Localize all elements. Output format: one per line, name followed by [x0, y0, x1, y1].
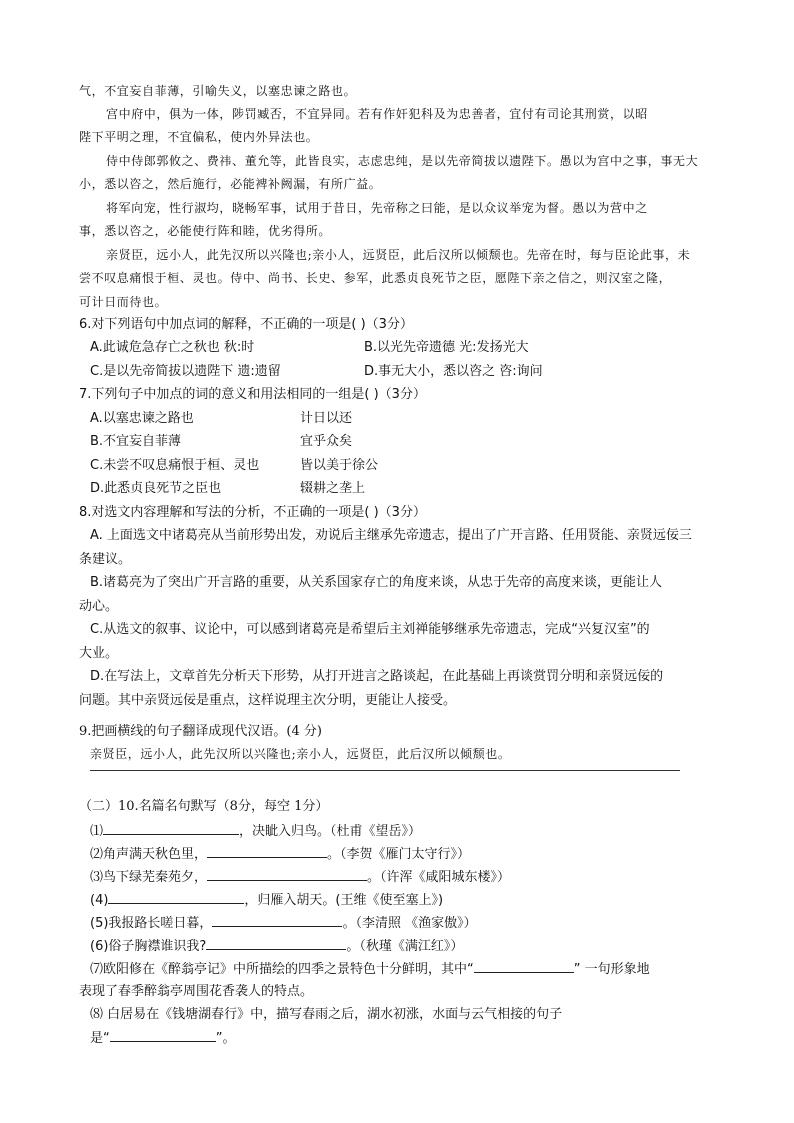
q8-line-7: D.在写法上，文章首先分析天下形势，从打开进言之路谈起，在此基础上再谈赏罚分明和亲贤远佞的 — [90, 669, 664, 684]
q10-item-7-line-2: 表现了春季醉翁亭周围花香袭人的特点。 — [79, 984, 314, 999]
q10-item-4 — [90, 889, 443, 912]
passage-line-10: 可计日而待也。 — [79, 295, 168, 309]
q7-stem: 7.下列句子中加点的词的意义和用法相同的一组是( )（3分） — [79, 387, 426, 402]
q8-line-1: A. 上面选文中诸葛亮从当前形势出发，劝说后主继承先帝遗志，提出了广开言路、任用贤能、亲贤远佞三 — [90, 528, 692, 543]
q10-stem: （二）10.名篇名句默写（8分，每空 1分） — [79, 799, 329, 814]
q8-line-3: B.诸葛亮为了突出广开言路的重要，从关系国家存亡的角度来谈，从忠于先帝的高度来谈，更能让人 — [90, 575, 663, 590]
q8-line-6: 大业。 — [79, 646, 119, 661]
q10-item-7-blank[interactable] — [474, 958, 574, 973]
passage-line-6: 将军向宠，性行淑均，晓畅军事，试用于昔日，先帝称之曰能，是以众议举宠为督。愚以为营中之 — [106, 201, 648, 215]
q7-option-c-left: C.未尝不叹息痛恨于桓、灵也 — [90, 458, 260, 473]
q8-line-2: 条建议。 — [79, 552, 132, 567]
passage-line-1: 气，不宜妄自菲薄，引喻失义，以塞忠谏之路也。 — [79, 84, 357, 98]
q10-item-4-post: ，归雁入胡天。(王维《使至塞上》) — [244, 893, 444, 908]
q10-item-8-pre: 是“ — [90, 1031, 110, 1046]
q10-item-7-pre: ⑺欧阳修在《醉翁亭记》中所描绘的四季之景特色十分鲜明，其中“ — [90, 962, 474, 977]
q10-item-2-blank[interactable] — [207, 843, 327, 858]
q10-item-3-num: ⑶ — [90, 870, 104, 885]
passage-line-4: 侍中侍郎郭攸之、费祎、董允等，此皆良实，志虑忠纯，是以先帝简拔以遗陛下。愚以为宫中之事，事无大 — [106, 154, 699, 168]
q10-item-7-post: ” 一句形象地 — [573, 962, 650, 977]
q10-item-3-post: 。（许浑《咸阳城东楼》） — [367, 870, 511, 885]
q10-item-3 — [90, 866, 510, 889]
q9-sentence: 亲贤臣，远小人，此先汉所以兴隆也;亲小人，远贤臣，此后汉所以倾颓也。 — [90, 747, 511, 761]
q10-item-6-blank[interactable] — [206, 935, 346, 950]
q6-option-a: A.此诚危急存亡之秋也 秋:时 — [90, 340, 255, 355]
q10-item-8-blank[interactable] — [110, 1027, 216, 1042]
q10-item-3-pre: 鸟下绿芜秦苑夕， — [103, 870, 208, 885]
passage-line-5: 小，悉以咨之，然后施行，必能裨补阙漏，有所广益。 — [79, 177, 382, 191]
q10-item-2-num: ⑵ — [90, 847, 104, 862]
q6-option-c: C.是以先帝简拔以遗陛下 遗:遗留 — [90, 364, 281, 379]
passage-line-7: 事，悉以咨之，必能使行阵和睦，优劣得所。 — [79, 224, 332, 238]
q6-stem: 6.对下列语句中加点词的解释，不正确的一项是( )（3分） — [79, 317, 413, 332]
q10-item-1-num: ⑴ — [90, 824, 104, 839]
q10-item-4-num: (4) — [90, 893, 109, 908]
q10-item-6-pre: 俗子胸襟谁识我? — [108, 939, 207, 954]
q8-line-4: 动心。 — [79, 599, 119, 614]
q10-item-1-post: ，决眦入归鸟。（杜甫《望岳》） — [239, 824, 422, 839]
q7-option-b-right: 宜乎众矣 — [300, 434, 353, 449]
q10-item-5-post: 。（李清照 《渔家傲》） — [342, 916, 477, 931]
q7-option-d-right: 辍耕之垄上 — [300, 481, 366, 496]
q10-item-2-pre: 角声满天秋色里， — [103, 847, 208, 862]
q10-item-6-post: 。（秋瑾《满江红》） — [346, 939, 464, 954]
passage-line-9: 尝不叹息痛恨于桓、灵也。侍中、尚书、长史、参军，此悉贞良死节之臣，愿陛下亲之信之，则汉室之隆， — [79, 271, 672, 285]
q10-item-2 — [90, 843, 470, 866]
passage-line-8: 亲贤臣，远小人，此先汉所以兴隆也;亲小人，远贤臣，此后汉所以倾颓也。先帝在时，每与臣论此事，未 — [106, 248, 691, 262]
q7-option-d-left: D.此悉贞良死节之臣也 — [90, 481, 222, 496]
q6-option-d: D.事无大小，悉以咨之 咨:询问 — [364, 364, 543, 379]
q10-item-1-blank[interactable] — [103, 820, 239, 835]
q7-option-a-left: A.以塞忠谏之路也 — [90, 411, 194, 426]
q10-item-7-line-1 — [90, 958, 650, 981]
q10-item-6-num: (6) — [90, 939, 109, 954]
q8-line-8: 问题。其中亲贤远佞是重点，这样说理主次分明，更能让人接受。 — [79, 693, 457, 708]
q10-item-3-blank[interactable] — [207, 866, 367, 881]
q8-stem: 8.对选文内容理解和写法的分析，不正确的一项是( )（3分） — [79, 505, 426, 520]
q9-answer-line[interactable] — [90, 770, 680, 771]
passage-line-3: 陛下平明之理，不宜偏私，使内外异法也。 — [79, 130, 319, 144]
q10-item-6 — [90, 935, 463, 958]
q10-item-5 — [90, 912, 477, 935]
q8-line-5: C.从选文的叙事、议论中，可以感到诸葛亮是希望后主刘禅能够继承先帝遗志，完成“兴复汉室”的 — [90, 622, 650, 637]
q10-item-8-post: ”。 — [215, 1031, 236, 1046]
q10-item-8-line-2 — [90, 1027, 236, 1050]
q7-option-b-left: B.不宜妄自菲薄 — [90, 434, 182, 449]
q10-item-2-post: 。（李贺《雁门太守行》） — [327, 847, 471, 862]
q7-option-c-right: 皆以美于徐公 — [300, 458, 379, 473]
q10-item-5-pre: 我报路长嗟日暮， — [108, 916, 213, 931]
q10-item-8-line-1: ⑻ 白居易在《钱塘湖春行》中，描写春雨之后，湖水初涨，水面与云气相接的句子 — [90, 1007, 563, 1022]
q10-item-5-blank[interactable] — [212, 912, 342, 927]
q6-option-b: B.以光先帝遗德 光:发扬光大 — [364, 340, 529, 355]
q9-stem: 9.把画横线的句子翻译成现代汉语。(4 分) — [79, 724, 322, 739]
q7-option-a-right: 计日以还 — [300, 411, 353, 426]
passage-line-2: 宫中府中，俱为一体，陟罚臧否，不宜异同。若有作奸犯科及为忠善者，宜付有司论其刑赏，以昭 — [106, 107, 648, 121]
q10-item-4-blank[interactable] — [108, 889, 244, 904]
q10-item-5-num: (5) — [90, 916, 109, 931]
q10-item-1 — [90, 820, 421, 843]
